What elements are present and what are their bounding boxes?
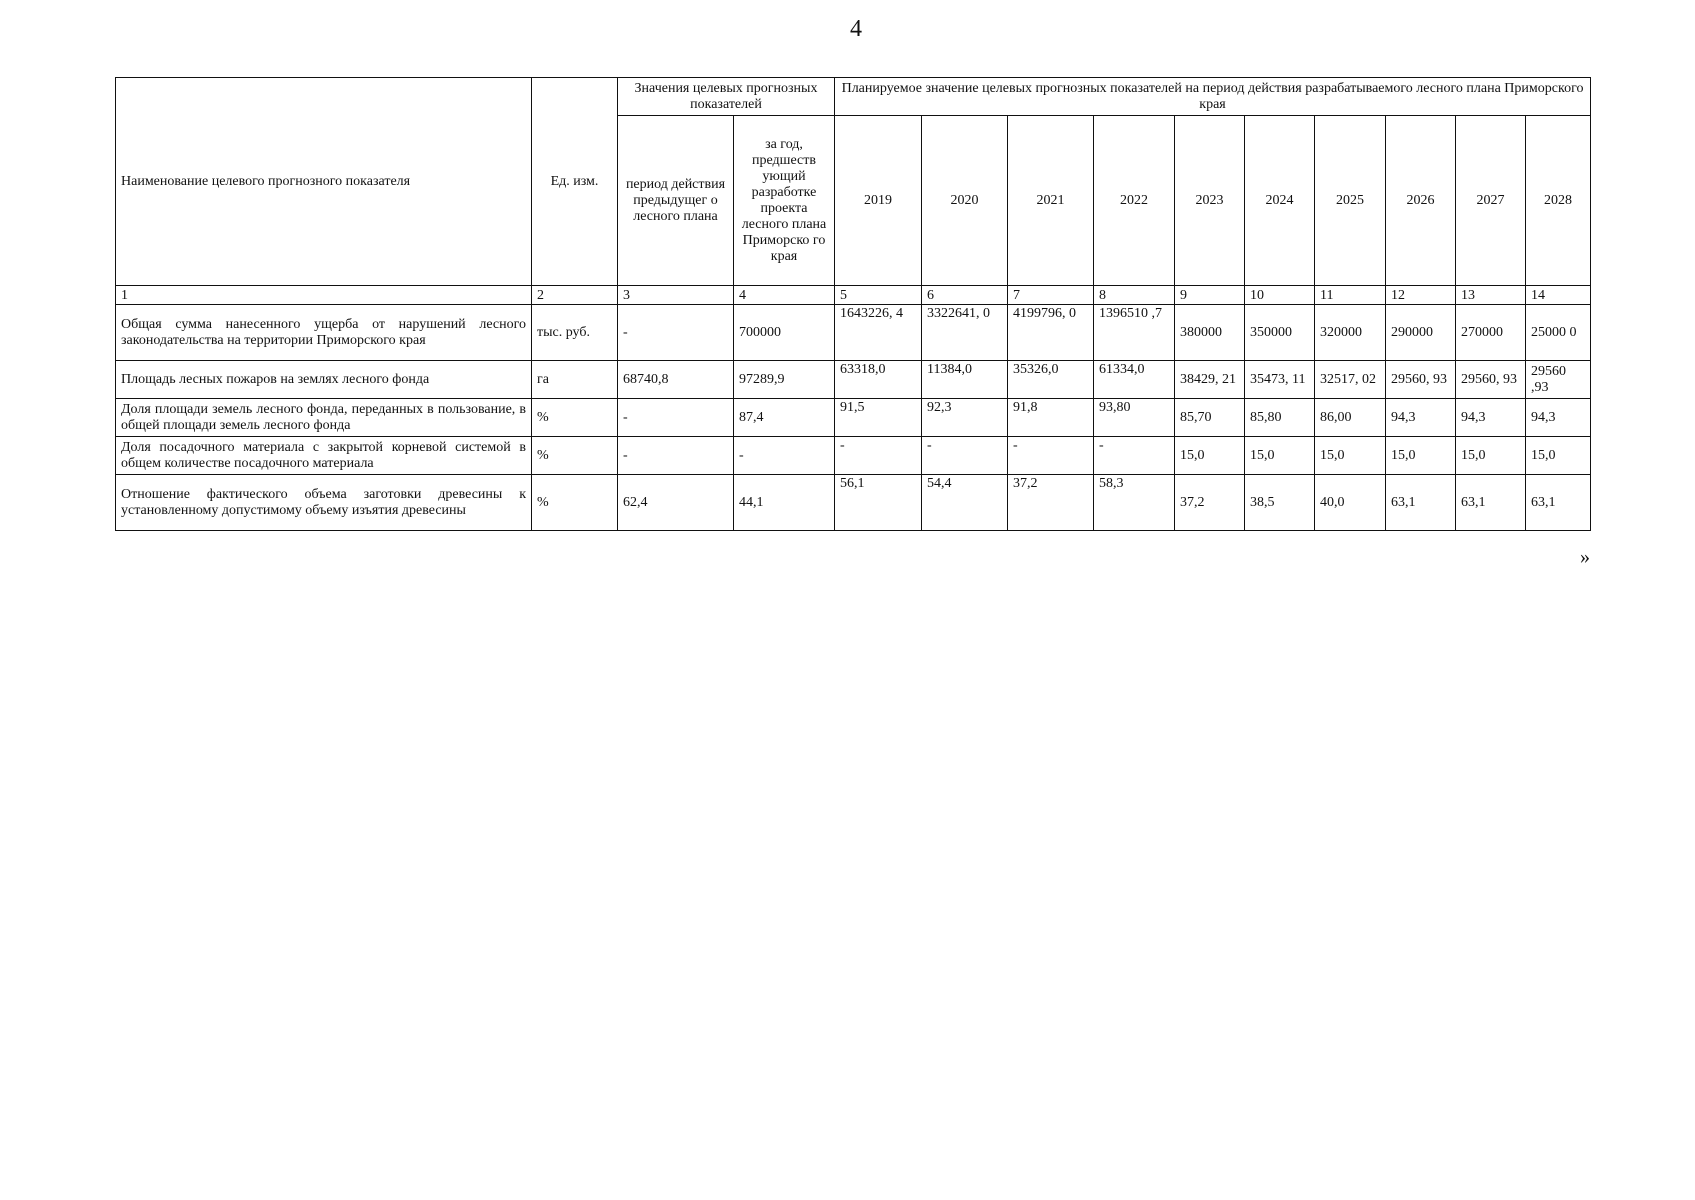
indicator-value: 86,00 <box>1315 399 1386 437</box>
forecast-indicators-table <box>115 77 1591 531</box>
indicator-value: 54,4 <box>922 475 1008 531</box>
indicator-value: - <box>734 437 835 475</box>
column-number: 12 <box>1386 286 1456 305</box>
header-year: 2025 <box>1315 116 1386 286</box>
indicator-value: 350000 <box>1245 305 1315 361</box>
indicator-value: 37,2 <box>1008 475 1094 531</box>
indicator-unit: % <box>532 437 618 475</box>
indicator-value: 15,0 <box>1175 437 1245 475</box>
indicator-value: 15,0 <box>1526 437 1591 475</box>
indicator-value: 35473, 11 <box>1245 361 1315 399</box>
header-year: 2027 <box>1456 116 1526 286</box>
column-number: 2 <box>532 286 618 305</box>
table-row <box>116 399 1591 437</box>
indicator-value: 1643226, 4 <box>835 305 922 361</box>
indicator-value: 40,0 <box>1315 475 1386 531</box>
indicator-value: 85,80 <box>1245 399 1315 437</box>
column-number: 8 <box>1094 286 1175 305</box>
header-year: 2024 <box>1245 116 1315 286</box>
header-year: 2022 <box>1094 116 1175 286</box>
indicator-name: Общая сумма нанесенного ущерба от нарушений лесного законодательства на территории Приморского края <box>116 305 532 361</box>
header-year: 2019 <box>835 116 922 286</box>
indicator-unit: га <box>532 361 618 399</box>
header-year: 2021 <box>1008 116 1094 286</box>
indicator-value: - <box>1094 437 1175 475</box>
indicator-value: 63318,0 <box>835 361 922 399</box>
indicator-value: 15,0 <box>1245 437 1315 475</box>
indicator-name: Отношение фактического объема заготовки древесины к установленному допустимому объему изъятия древесины <box>116 475 532 531</box>
indicator-value: - <box>1008 437 1094 475</box>
indicator-value: 62,4 <box>618 475 734 531</box>
indicator-value: 68740,8 <box>618 361 734 399</box>
indicator-value: 700000 <box>734 305 835 361</box>
column-number: 11 <box>1315 286 1386 305</box>
header-unit: Ед. изм. <box>532 78 618 286</box>
header-group-planned: Планируемое значение целевых прогнозных показателей на период действия разрабатываемого лесного плана Приморского края <box>835 78 1591 116</box>
indicator-value: 32517, 02 <box>1315 361 1386 399</box>
indicator-value: - <box>618 437 734 475</box>
table-row <box>116 361 1591 399</box>
indicator-value: - <box>618 399 734 437</box>
indicator-value: 94,3 <box>1456 399 1526 437</box>
column-number: 4 <box>734 286 835 305</box>
indicator-value: 63,1 <box>1386 475 1456 531</box>
indicator-value: 92,3 <box>922 399 1008 437</box>
indicator-value: 91,5 <box>835 399 922 437</box>
header-row-1 <box>116 78 1591 116</box>
indicator-name: Площадь лесных пожаров на землях лесного фонда <box>116 361 532 399</box>
indicator-value: 94,3 <box>1526 399 1591 437</box>
column-number: 7 <box>1008 286 1094 305</box>
table-row <box>116 437 1591 475</box>
header-prev-year: за год, предшеств ующий разработке проекта лесного плана Приморско го края <box>734 116 835 286</box>
indicator-value: 93,80 <box>1094 399 1175 437</box>
indicator-value: 15,0 <box>1456 437 1526 475</box>
column-number-row <box>116 286 1591 305</box>
column-number: 3 <box>618 286 734 305</box>
indicator-value: 320000 <box>1315 305 1386 361</box>
indicator-value: 270000 <box>1456 305 1526 361</box>
column-number: 13 <box>1456 286 1526 305</box>
indicator-value: 63,1 <box>1526 475 1591 531</box>
indicator-value: 38,5 <box>1245 475 1315 531</box>
header-year: 2026 <box>1386 116 1456 286</box>
header-year: 2020 <box>922 116 1008 286</box>
indicator-value: 4199796, 0 <box>1008 305 1094 361</box>
column-number: 1 <box>116 286 532 305</box>
header-year: 2028 <box>1526 116 1591 286</box>
indicator-value: - <box>618 305 734 361</box>
indicator-value: 1396510 ,7 <box>1094 305 1175 361</box>
indicator-value: 56,1 <box>835 475 922 531</box>
indicator-name: Доля площади земель лесного фонда, переданных в пользование, в общей площади земель лесного фонда <box>116 399 532 437</box>
indicator-value: 29560 ,93 <box>1526 361 1591 399</box>
column-number: 6 <box>922 286 1008 305</box>
header-year: 2023 <box>1175 116 1245 286</box>
indicator-value: 63,1 <box>1456 475 1526 531</box>
indicator-value: - <box>835 437 922 475</box>
indicator-name: Доля посадочного материала с закрытой корневой системой в общем количестве посадочного материала <box>116 437 532 475</box>
indicator-value: 3322641, 0 <box>922 305 1008 361</box>
indicator-value: 44,1 <box>734 475 835 531</box>
indicator-value: 25000 0 <box>1526 305 1591 361</box>
indicator-value: 15,0 <box>1386 437 1456 475</box>
header-prev-period: период действия предыдущег о лесного плана <box>618 116 734 286</box>
indicator-value: 15,0 <box>1315 437 1386 475</box>
table-row <box>116 475 1591 531</box>
indicator-value: 380000 <box>1175 305 1245 361</box>
indicator-value: 37,2 <box>1175 475 1245 531</box>
indicator-unit: % <box>532 475 618 531</box>
indicator-value: 87,4 <box>734 399 835 437</box>
indicator-value: 85,70 <box>1175 399 1245 437</box>
indicator-value: 290000 <box>1386 305 1456 361</box>
indicator-value: 58,3 <box>1094 475 1175 531</box>
indicator-unit: тыс. руб. <box>532 305 618 361</box>
indicator-value: 91,8 <box>1008 399 1094 437</box>
indicator-value: 38429, 21 <box>1175 361 1245 399</box>
page-number: 4 <box>850 16 862 42</box>
column-number: 10 <box>1245 286 1315 305</box>
header-group-values: Значения целевых прогнозных показателей <box>618 78 835 116</box>
indicator-unit: % <box>532 399 618 437</box>
closing-quote: » <box>1580 546 1590 568</box>
column-number: 5 <box>835 286 922 305</box>
indicator-value: 29560, 93 <box>1456 361 1526 399</box>
indicator-value: 61334,0 <box>1094 361 1175 399</box>
indicator-value: 97289,9 <box>734 361 835 399</box>
table-row <box>116 305 1591 361</box>
column-number: 9 <box>1175 286 1245 305</box>
header-name: Наименование целевого прогнозного показателя <box>116 78 532 286</box>
column-number: 14 <box>1526 286 1591 305</box>
indicator-value: 35326,0 <box>1008 361 1094 399</box>
indicator-value: - <box>922 437 1008 475</box>
indicator-value: 94,3 <box>1386 399 1456 437</box>
indicator-value: 11384,0 <box>922 361 1008 399</box>
indicator-value: 29560, 93 <box>1386 361 1456 399</box>
